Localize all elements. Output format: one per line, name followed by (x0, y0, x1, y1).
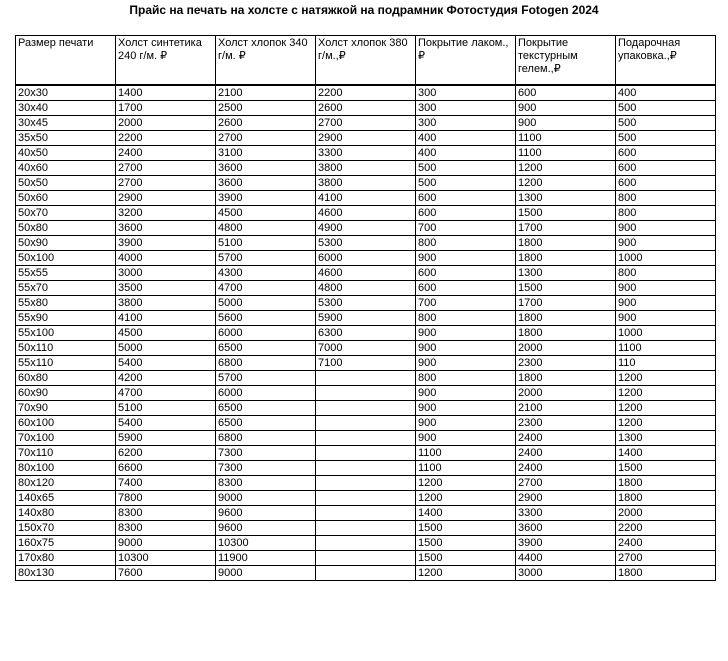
table-row (16, 101, 716, 116)
cell-cotton-340: 4800 (216, 221, 316, 236)
table-row (16, 146, 716, 161)
cell-texture-gel: 3000 (516, 566, 616, 581)
cell-synthetic-240: 2200 (116, 131, 216, 146)
cell-cotton-340: 6500 (216, 401, 316, 416)
cell-texture-gel: 2700 (516, 476, 616, 491)
cell-texture-gel: 1300 (516, 191, 616, 206)
cell-size: 60x90 (16, 386, 116, 401)
header-varnish-coating: Покрытие лаком.,₽ (416, 36, 516, 86)
cell-synthetic-240: 1700 (116, 101, 216, 116)
table-row (16, 85, 716, 101)
cell-texture-gel: 2400 (516, 431, 616, 446)
cell-varnish: 1100 (416, 446, 516, 461)
cell-gift-packaging: 1200 (616, 401, 716, 416)
cell-texture-gel: 1700 (516, 221, 616, 236)
cell-gift-packaging: 2400 (616, 536, 716, 551)
cell-synthetic-240: 3800 (116, 296, 216, 311)
cell-cotton-380 (316, 431, 416, 446)
cell-size: 55x100 (16, 326, 116, 341)
cell-synthetic-240: 2700 (116, 176, 216, 191)
cell-cotton-380 (316, 506, 416, 521)
cell-cotton-340: 6800 (216, 431, 316, 446)
cell-size: 55x70 (16, 281, 116, 296)
cell-cotton-380: 4600 (316, 206, 416, 221)
cell-cotton-380 (316, 566, 416, 581)
cell-texture-gel: 1500 (516, 206, 616, 221)
cell-synthetic-240: 3500 (116, 281, 216, 296)
cell-size: 70x110 (16, 446, 116, 461)
cell-cotton-340: 3600 (216, 176, 316, 191)
table-row (16, 521, 716, 536)
cell-texture-gel: 1100 (516, 146, 616, 161)
table-row (16, 266, 716, 281)
table-row (16, 431, 716, 446)
cell-synthetic-240: 3000 (116, 266, 216, 281)
table-row (16, 476, 716, 491)
table-row (16, 236, 716, 251)
cell-varnish: 400 (416, 131, 516, 146)
cell-cotton-380: 3300 (316, 146, 416, 161)
cell-synthetic-240: 4500 (116, 326, 216, 341)
cell-varnish: 700 (416, 221, 516, 236)
cell-varnish: 1500 (416, 521, 516, 536)
cell-varnish: 700 (416, 296, 516, 311)
cell-synthetic-240: 8300 (116, 506, 216, 521)
cell-varnish: 900 (416, 416, 516, 431)
cell-gift-packaging: 900 (616, 281, 716, 296)
cell-size: 55x80 (16, 296, 116, 311)
cell-varnish: 600 (416, 191, 516, 206)
price-table (15, 35, 716, 581)
table-row (16, 326, 716, 341)
table-row (16, 116, 716, 131)
cell-size: 20x30 (16, 85, 116, 101)
header-print-size: Размер печати (16, 36, 116, 86)
cell-gift-packaging: 2200 (616, 521, 716, 536)
cell-gift-packaging: 500 (616, 131, 716, 146)
cell-varnish: 900 (416, 356, 516, 371)
cell-cotton-340: 6500 (216, 341, 316, 356)
cell-cotton-340: 5000 (216, 296, 316, 311)
cell-gift-packaging: 1800 (616, 476, 716, 491)
header-texture-gel-coating: Покрытие текстурным гелем.,₽ (516, 36, 616, 86)
cell-cotton-380: 7100 (316, 356, 416, 371)
cell-cotton-380: 5900 (316, 311, 416, 326)
cell-gift-packaging: 600 (616, 161, 716, 176)
cell-cotton-340: 4300 (216, 266, 316, 281)
cell-cotton-340: 11900 (216, 551, 316, 566)
cell-synthetic-240: 2000 (116, 116, 216, 131)
cell-synthetic-240: 2700 (116, 161, 216, 176)
cell-varnish: 300 (416, 85, 516, 101)
cell-cotton-380 (316, 461, 416, 476)
cell-gift-packaging: 1000 (616, 251, 716, 266)
cell-synthetic-240: 4100 (116, 311, 216, 326)
table-row (16, 446, 716, 461)
cell-size: 60x100 (16, 416, 116, 431)
cell-size: 50x110 (16, 341, 116, 356)
cell-texture-gel: 1300 (516, 266, 616, 281)
cell-gift-packaging: 900 (616, 296, 716, 311)
table-row (16, 161, 716, 176)
page-title: Прайс на печать на холсте с натяжкой на подрамник Фотостудия Fotogen 2024 (129, 3, 599, 17)
cell-size: 70x100 (16, 431, 116, 446)
cell-texture-gel: 1500 (516, 281, 616, 296)
cell-cotton-380 (316, 476, 416, 491)
cell-gift-packaging: 1000 (616, 326, 716, 341)
cell-texture-gel: 1200 (516, 176, 616, 191)
cell-size: 40x60 (16, 161, 116, 176)
cell-cotton-340: 10300 (216, 536, 316, 551)
cell-texture-gel: 4400 (516, 551, 616, 566)
cell-gift-packaging: 1800 (616, 566, 716, 581)
cell-varnish: 1200 (416, 491, 516, 506)
cell-cotton-340: 6000 (216, 326, 316, 341)
cell-cotton-340: 3100 (216, 146, 316, 161)
table-row (16, 371, 716, 386)
header-gift-packaging: Подарочная упаковка.,₽ (616, 36, 716, 86)
cell-synthetic-240: 10300 (116, 551, 216, 566)
cell-varnish: 600 (416, 281, 516, 296)
cell-gift-packaging: 900 (616, 236, 716, 251)
cell-synthetic-240: 2400 (116, 146, 216, 161)
cell-varnish: 300 (416, 116, 516, 131)
cell-cotton-380 (316, 371, 416, 386)
cell-synthetic-240: 5900 (116, 431, 216, 446)
cell-gift-packaging: 500 (616, 116, 716, 131)
table-row (16, 206, 716, 221)
cell-varnish: 500 (416, 176, 516, 191)
cell-cotton-340: 9000 (216, 491, 316, 506)
table-header-row (16, 36, 716, 86)
cell-cotton-340: 2100 (216, 85, 316, 101)
cell-gift-packaging: 1500 (616, 461, 716, 476)
table-row (16, 251, 716, 266)
cell-gift-packaging: 1800 (616, 491, 716, 506)
cell-texture-gel: 2100 (516, 401, 616, 416)
cell-synthetic-240: 5400 (116, 356, 216, 371)
cell-synthetic-240: 1400 (116, 85, 216, 101)
cell-varnish: 1500 (416, 551, 516, 566)
cell-cotton-340: 4700 (216, 281, 316, 296)
cell-size: 30x45 (16, 116, 116, 131)
cell-texture-gel: 3600 (516, 521, 616, 536)
cell-varnish: 1100 (416, 461, 516, 476)
cell-texture-gel: 1200 (516, 161, 616, 176)
cell-varnish: 1200 (416, 476, 516, 491)
cell-cotton-340: 6500 (216, 416, 316, 431)
cell-texture-gel: 2400 (516, 446, 616, 461)
cell-gift-packaging: 2700 (616, 551, 716, 566)
cell-size: 80x120 (16, 476, 116, 491)
cell-texture-gel: 1800 (516, 326, 616, 341)
cell-texture-gel: 2900 (516, 491, 616, 506)
cell-gift-packaging: 2000 (616, 506, 716, 521)
cell-gift-packaging: 1100 (616, 341, 716, 356)
cell-texture-gel: 900 (516, 101, 616, 116)
cell-size: 70x90 (16, 401, 116, 416)
cell-cotton-340: 2600 (216, 116, 316, 131)
cell-cotton-380: 3800 (316, 176, 416, 191)
cell-gift-packaging: 400 (616, 85, 716, 101)
cell-size: 170x80 (16, 551, 116, 566)
table-row (16, 221, 716, 236)
cell-cotton-380 (316, 551, 416, 566)
table-row (16, 491, 716, 506)
cell-size: 50x60 (16, 191, 116, 206)
cell-varnish: 900 (416, 326, 516, 341)
cell-synthetic-240: 7400 (116, 476, 216, 491)
cell-gift-packaging: 1200 (616, 386, 716, 401)
cell-texture-gel: 1700 (516, 296, 616, 311)
cell-cotton-340: 6800 (216, 356, 316, 371)
cell-cotton-380: 6300 (316, 326, 416, 341)
cell-varnish: 900 (416, 251, 516, 266)
cell-synthetic-240: 3600 (116, 221, 216, 236)
cell-synthetic-240: 8300 (116, 521, 216, 536)
cell-cotton-340: 9600 (216, 506, 316, 521)
cell-cotton-380 (316, 416, 416, 431)
cell-cotton-380 (316, 491, 416, 506)
cell-synthetic-240: 3200 (116, 206, 216, 221)
table-row (16, 176, 716, 191)
cell-cotton-340: 5700 (216, 251, 316, 266)
table-row (16, 566, 716, 581)
cell-texture-gel: 2000 (516, 386, 616, 401)
cell-size: 35x50 (16, 131, 116, 146)
table-row (16, 131, 716, 146)
cell-texture-gel: 2000 (516, 341, 616, 356)
cell-size: 60x80 (16, 371, 116, 386)
cell-cotton-380: 5300 (316, 236, 416, 251)
cell-gift-packaging: 600 (616, 146, 716, 161)
cell-cotton-340: 3600 (216, 161, 316, 176)
cell-size: 55x55 (16, 266, 116, 281)
cell-texture-gel: 900 (516, 116, 616, 131)
cell-cotton-380: 4100 (316, 191, 416, 206)
cell-size: 50x50 (16, 176, 116, 191)
cell-gift-packaging: 1200 (616, 416, 716, 431)
table-row (16, 191, 716, 206)
table-row (16, 506, 716, 521)
table-row (16, 281, 716, 296)
cell-varnish: 900 (416, 401, 516, 416)
cell-varnish: 600 (416, 206, 516, 221)
cell-texture-gel: 1800 (516, 371, 616, 386)
header-synthetic-canvas-240: Холст синтетика 240 г/м. ₽ (116, 36, 216, 86)
header-cotton-canvas-340: Холст хлопок 340 г/м. ₽ (216, 36, 316, 86)
cell-cotton-380 (316, 446, 416, 461)
cell-texture-gel: 1800 (516, 236, 616, 251)
cell-varnish: 1400 (416, 506, 516, 521)
cell-varnish: 800 (416, 371, 516, 386)
cell-gift-packaging: 110 (616, 356, 716, 371)
cell-texture-gel: 2300 (516, 416, 616, 431)
cell-synthetic-240: 3900 (116, 236, 216, 251)
header-cotton-canvas-380: Холст хлопок 380 г/м.,₽ (316, 36, 416, 86)
cell-varnish: 300 (416, 101, 516, 116)
cell-size: 55x90 (16, 311, 116, 326)
cell-texture-gel: 1800 (516, 311, 616, 326)
cell-cotton-340: 3900 (216, 191, 316, 206)
cell-cotton-380: 2700 (316, 116, 416, 131)
cell-size: 150x70 (16, 521, 116, 536)
table-row (16, 341, 716, 356)
cell-synthetic-240: 2900 (116, 191, 216, 206)
cell-cotton-340: 7300 (216, 461, 316, 476)
cell-varnish: 1500 (416, 536, 516, 551)
cell-gift-packaging: 800 (616, 266, 716, 281)
cell-varnish: 800 (416, 311, 516, 326)
cell-synthetic-240: 7800 (116, 491, 216, 506)
cell-varnish: 500 (416, 161, 516, 176)
cell-synthetic-240: 4700 (116, 386, 216, 401)
cell-cotton-340: 4500 (216, 206, 316, 221)
cell-texture-gel: 2400 (516, 461, 616, 476)
cell-cotton-340: 2500 (216, 101, 316, 116)
cell-size: 80x100 (16, 461, 116, 476)
table-row (16, 461, 716, 476)
table-row (16, 551, 716, 566)
table-row (16, 311, 716, 326)
table-row (16, 386, 716, 401)
cell-cotton-380: 6000 (316, 251, 416, 266)
cell-synthetic-240: 5000 (116, 341, 216, 356)
cell-varnish: 900 (416, 431, 516, 446)
table-row (16, 401, 716, 416)
cell-cotton-380: 3800 (316, 161, 416, 176)
cell-cotton-340: 9600 (216, 521, 316, 536)
cell-varnish: 400 (416, 146, 516, 161)
cell-size: 40x50 (16, 146, 116, 161)
cell-cotton-340: 5100 (216, 236, 316, 251)
cell-size: 140x80 (16, 506, 116, 521)
cell-varnish: 900 (416, 341, 516, 356)
cell-varnish: 1200 (416, 566, 516, 581)
cell-cotton-380: 7000 (316, 341, 416, 356)
cell-size: 55x110 (16, 356, 116, 371)
cell-synthetic-240: 4000 (116, 251, 216, 266)
cell-cotton-340: 6000 (216, 386, 316, 401)
cell-gift-packaging: 1300 (616, 431, 716, 446)
cell-synthetic-240: 5100 (116, 401, 216, 416)
cell-gift-packaging: 800 (616, 191, 716, 206)
cell-cotton-340: 8300 (216, 476, 316, 491)
cell-cotton-380 (316, 386, 416, 401)
cell-cotton-380: 5300 (316, 296, 416, 311)
cell-size: 50x80 (16, 221, 116, 236)
cell-size: 80x130 (16, 566, 116, 581)
cell-cotton-340: 7300 (216, 446, 316, 461)
cell-varnish: 800 (416, 236, 516, 251)
cell-texture-gel: 3900 (516, 536, 616, 551)
cell-size: 50x100 (16, 251, 116, 266)
cell-cotton-380: 4900 (316, 221, 416, 236)
cell-cotton-380 (316, 521, 416, 536)
cell-gift-packaging: 1400 (616, 446, 716, 461)
table-body (16, 85, 716, 581)
cell-gift-packaging: 1200 (616, 371, 716, 386)
cell-size: 140x65 (16, 491, 116, 506)
table-row (16, 356, 716, 371)
cell-varnish: 900 (416, 386, 516, 401)
table-row (16, 416, 716, 431)
cell-cotton-380: 2600 (316, 101, 416, 116)
cell-texture-gel: 1800 (516, 251, 616, 266)
cell-cotton-340: 2700 (216, 131, 316, 146)
cell-cotton-340: 5700 (216, 371, 316, 386)
cell-synthetic-240: 7600 (116, 566, 216, 581)
cell-size: 50x70 (16, 206, 116, 221)
cell-cotton-340: 9000 (216, 566, 316, 581)
cell-texture-gel: 600 (516, 85, 616, 101)
cell-gift-packaging: 800 (616, 206, 716, 221)
cell-size: 30x40 (16, 101, 116, 116)
table-row (16, 296, 716, 311)
cell-gift-packaging: 500 (616, 101, 716, 116)
cell-varnish: 600 (416, 266, 516, 281)
cell-texture-gel: 3300 (516, 506, 616, 521)
cell-texture-gel: 1100 (516, 131, 616, 146)
cell-cotton-380: 4600 (316, 266, 416, 281)
cell-cotton-380: 2900 (316, 131, 416, 146)
cell-cotton-380 (316, 536, 416, 551)
cell-cotton-380: 2200 (316, 85, 416, 101)
cell-cotton-340: 5600 (216, 311, 316, 326)
cell-gift-packaging: 900 (616, 311, 716, 326)
cell-gift-packaging: 900 (616, 221, 716, 236)
cell-size: 160x75 (16, 536, 116, 551)
cell-synthetic-240: 5400 (116, 416, 216, 431)
cell-cotton-380 (316, 401, 416, 416)
cell-synthetic-240: 6200 (116, 446, 216, 461)
cell-synthetic-240: 6600 (116, 461, 216, 476)
cell-synthetic-240: 9000 (116, 536, 216, 551)
cell-gift-packaging: 600 (616, 176, 716, 191)
cell-synthetic-240: 4200 (116, 371, 216, 386)
cell-cotton-380: 4800 (316, 281, 416, 296)
cell-texture-gel: 2300 (516, 356, 616, 371)
table-row (16, 536, 716, 551)
cell-size: 50x90 (16, 236, 116, 251)
